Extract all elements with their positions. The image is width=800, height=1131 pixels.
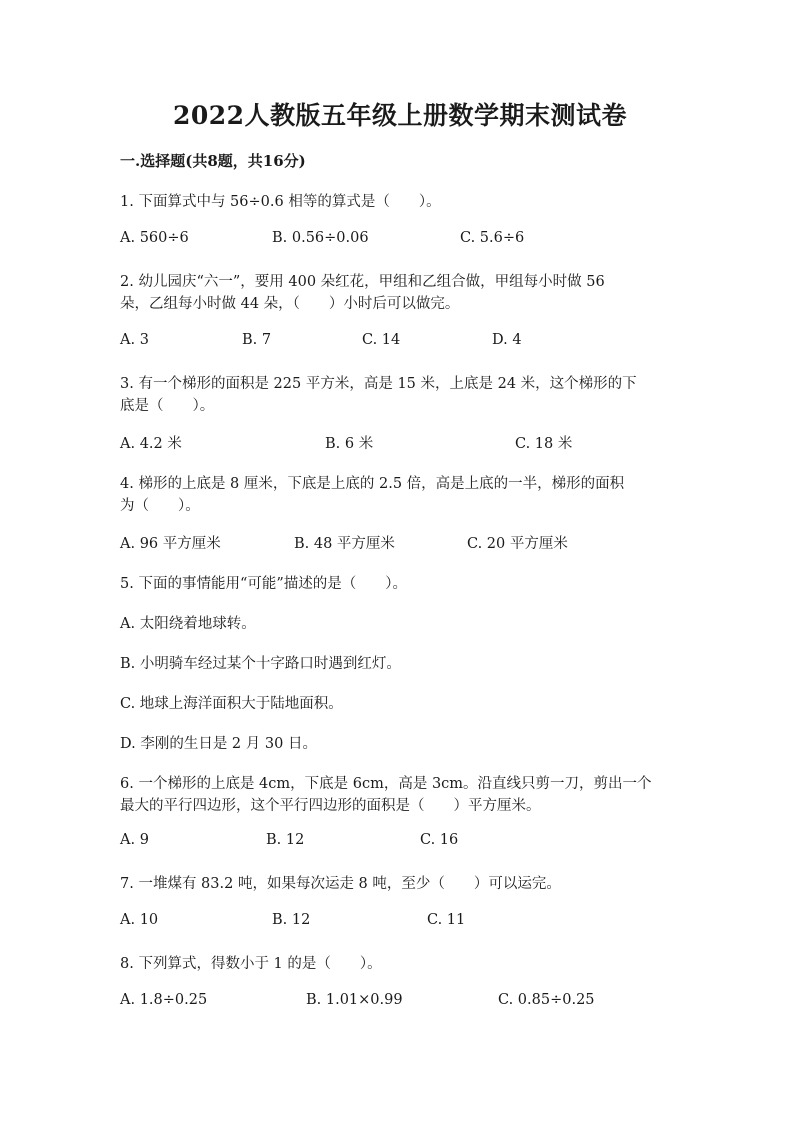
question-7-option-c: C. 11 [427,912,466,928]
question-1-option-b: B. 0.56÷0.06 [272,230,369,246]
question-8-option-b: B. 1.01×0.99 [306,992,403,1008]
question-2-option-d: D. 4 [492,332,522,348]
question-8-text: 8. 下列算式，得数小于 1 的是（ ）。 [120,956,382,972]
question-2-option-b: B. 7 [242,332,272,348]
question-2-option-c: C. 14 [362,332,401,348]
question-1-option-c: C. 5.6÷6 [460,230,525,246]
question-6-option-c: C. 16 [420,832,459,848]
question-5-option-b: B. 小明骑车经过某个十字路口时遇到红灯。 [120,656,401,672]
question-4-text-line-2: 为（ ）。 [120,498,200,514]
question-7-text: 7. 一堆煤有 83.2 吨，如果每次运走 8 吨，至少（ ）可以运完。 [120,876,561,892]
question-3-option-c: C. 18 米 [515,436,573,452]
question-7-option-b: B. 12 [272,912,311,928]
question-4-option-c: C. 20 平方厘米 [467,536,568,552]
question-6-option-b: B. 12 [266,832,305,848]
question-2-text-line-1: 2. 幼儿园庆“六一”，要用 400 朵红花，甲组和乙组合做，甲组每小时做 56 [120,274,605,290]
question-3-text-line-1: 3. 有一个梯形的面积是 225 平方米，高是 15 米，上底是 24 米，这个梯形的下 [120,376,637,392]
question-5-option-c: C. 地球上海洋面积大于陆地面积。 [120,696,343,712]
question-6-option-a: A. 9 [120,832,149,848]
question-1-option-a: A. 560÷6 [120,230,189,246]
question-4-text-line-1: 4. 梯形的上底是 8 厘米，下底是上底的 2.5 倍，高是上底的一半，梯形的面积 [120,476,625,492]
question-2-text-line-2: 朵，乙组每小时做 44 朵，（ ）小时后可以做完。 [120,296,460,312]
question-4-option-b: B. 48 平方厘米 [294,536,395,552]
section-heading: 一.选择题(共8题，共16分) [120,152,306,170]
question-2-option-a: A. 3 [120,332,149,348]
question-4-option-a: A. 96 平方厘米 [120,536,221,552]
question-7-option-a: A. 10 [120,912,159,928]
question-3-option-b: B. 6 米 [325,436,374,452]
question-5-text: 5. 下面的事情能用“可能”描述的是（ ）。 [120,576,408,592]
question-1-text: 1. 下面算式中与 56÷0.6 相等的算式是（ ）。 [120,194,441,210]
question-8-option-a: A. 1.8÷0.25 [120,992,208,1008]
question-8-option-c: C. 0.85÷0.25 [498,992,595,1008]
question-6-text-line-1: 6. 一个梯形的上底是 4cm，下底是 6cm，高是 3cm。沿直线只剪一刀，剪出一个 [120,776,652,792]
exam-title: 2022人教版五年级上册数学期末测试卷 [172,101,628,130]
question-5-option-a: A. 太阳绕着地球转。 [120,616,256,632]
question-6-text-line-2: 最大的平行四边形，这个平行四边形的面积是（ ）平方厘米。 [120,798,541,814]
question-3-option-a: A. 4.2 米 [120,436,182,452]
question-5-option-d: D. 李刚的生日是 2 月 30 日。 [120,736,317,752]
question-3-text-line-2: 底是（ ）。 [120,398,215,414]
